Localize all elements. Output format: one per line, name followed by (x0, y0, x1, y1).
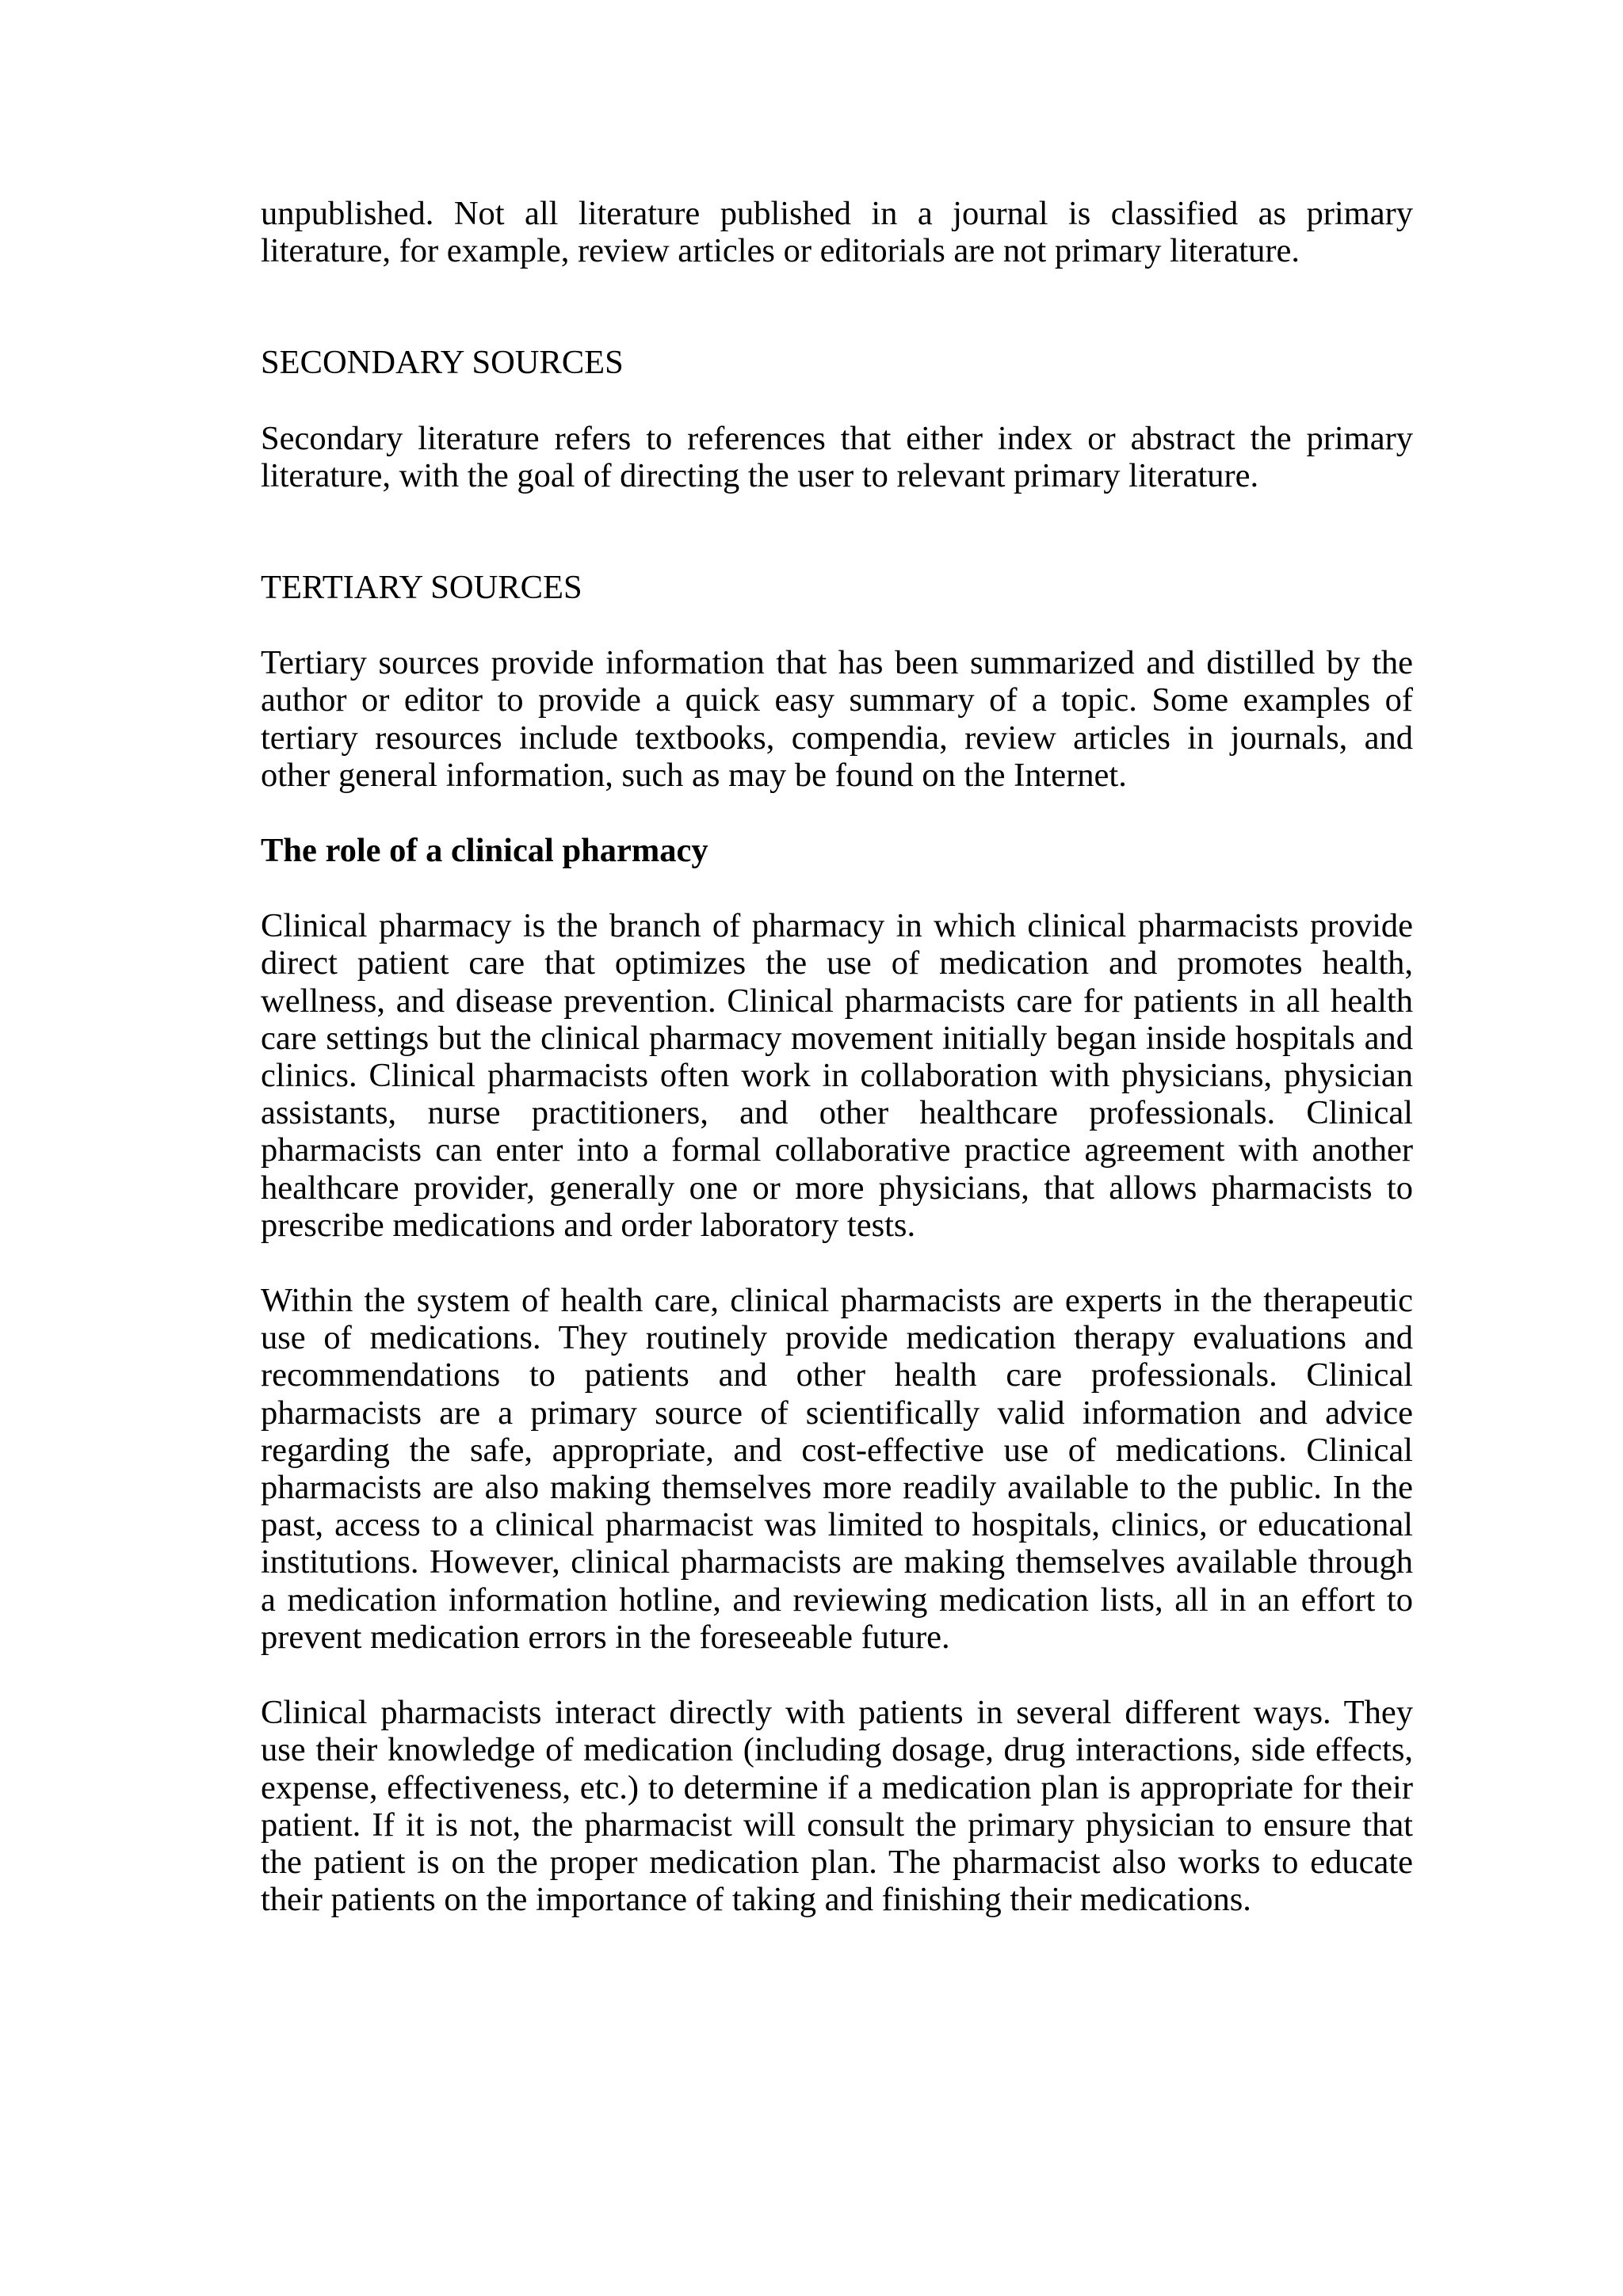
clinical-pharmacy-paragraph-3: Clinical pharmacists interact directly with patients in several different ways. They use their knowledge of medication (including dosage, drug interactions, side effects, expense, effectiveness, etc.) to determine if a medication plan is appropriate for their patient. If it is not, the pharmacist will consult the primary physician to ensure that the patient is on the proper medication plan. The pharmacist also works to educate their patients on the importance of taking and finishing their medications. (261, 1694, 1413, 1919)
secondary-sources-heading: SECONDARY SOURCES (261, 344, 624, 382)
document-body (261, 195, 1413, 1918)
tertiary-sources-paragraph: Tertiary sources provide information that has been summarized and distilled by the author or editor to provide a quick easy summary of a topic. Some examples of tertiary resources include textbooks, compendia, review articles in journals, and other general information, such as may be found on the Internet. (261, 644, 1413, 794)
intro-paragraph: unpublished. Not all literature published in a journal is classified as primary literature, for example, review articles or editorials are not primary literature. (261, 195, 1413, 270)
clinical-pharmacy-paragraph-2: Within the system of health care, clinical pharmacists are experts in the therapeutic use of medications. They routinely provide medication therapy evaluations and recommendations to patients and other health care professionals. Clinical pharmacists are a primary source of scientifically valid information and advice regarding the safe, appropriate, and cost-effective use of medications. Clinical pharmacists are also making themselves more readily available to the public. In the past, access to a clinical pharmacist was limited to hospitals, clinics, or educational institutions. However, clinical pharmacists are making themselves available through a medication information hotline, and reviewing medication lists, all in an effort to prevent medication errors in the foreseeable future. (261, 1282, 1413, 1656)
clinical-pharmacy-heading: The role of a clinical pharmacy (261, 832, 708, 870)
secondary-sources-paragraph: Secondary literature refers to references that either index or abstract the primary literature, with the goal of directing the user to relevant primary literature. (261, 419, 1413, 494)
clinical-pharmacy-paragraph-1: Clinical pharmacy is the branch of pharmacy in which clinical pharmacists provide direct patient care that optimizes the use of medication and promotes health, wellness, and disease prevention. Clinical pharmacists care for patients in all health care settings but the clinical pharmacy movement initially began inside hospitals and clinics. Clinical pharmacists often work in collaboration with physicians, physician assistants, nurse practitioners, and other healthcare professionals. Clinical pharmacists can enter into a formal collaborative practice agreement with another healthcare provider, generally one or more physicians, that allows pharmacists to prescribe medications and order laboratory tests. (261, 907, 1413, 1244)
tertiary-sources-heading: TERTIARY SOURCES (261, 569, 582, 607)
